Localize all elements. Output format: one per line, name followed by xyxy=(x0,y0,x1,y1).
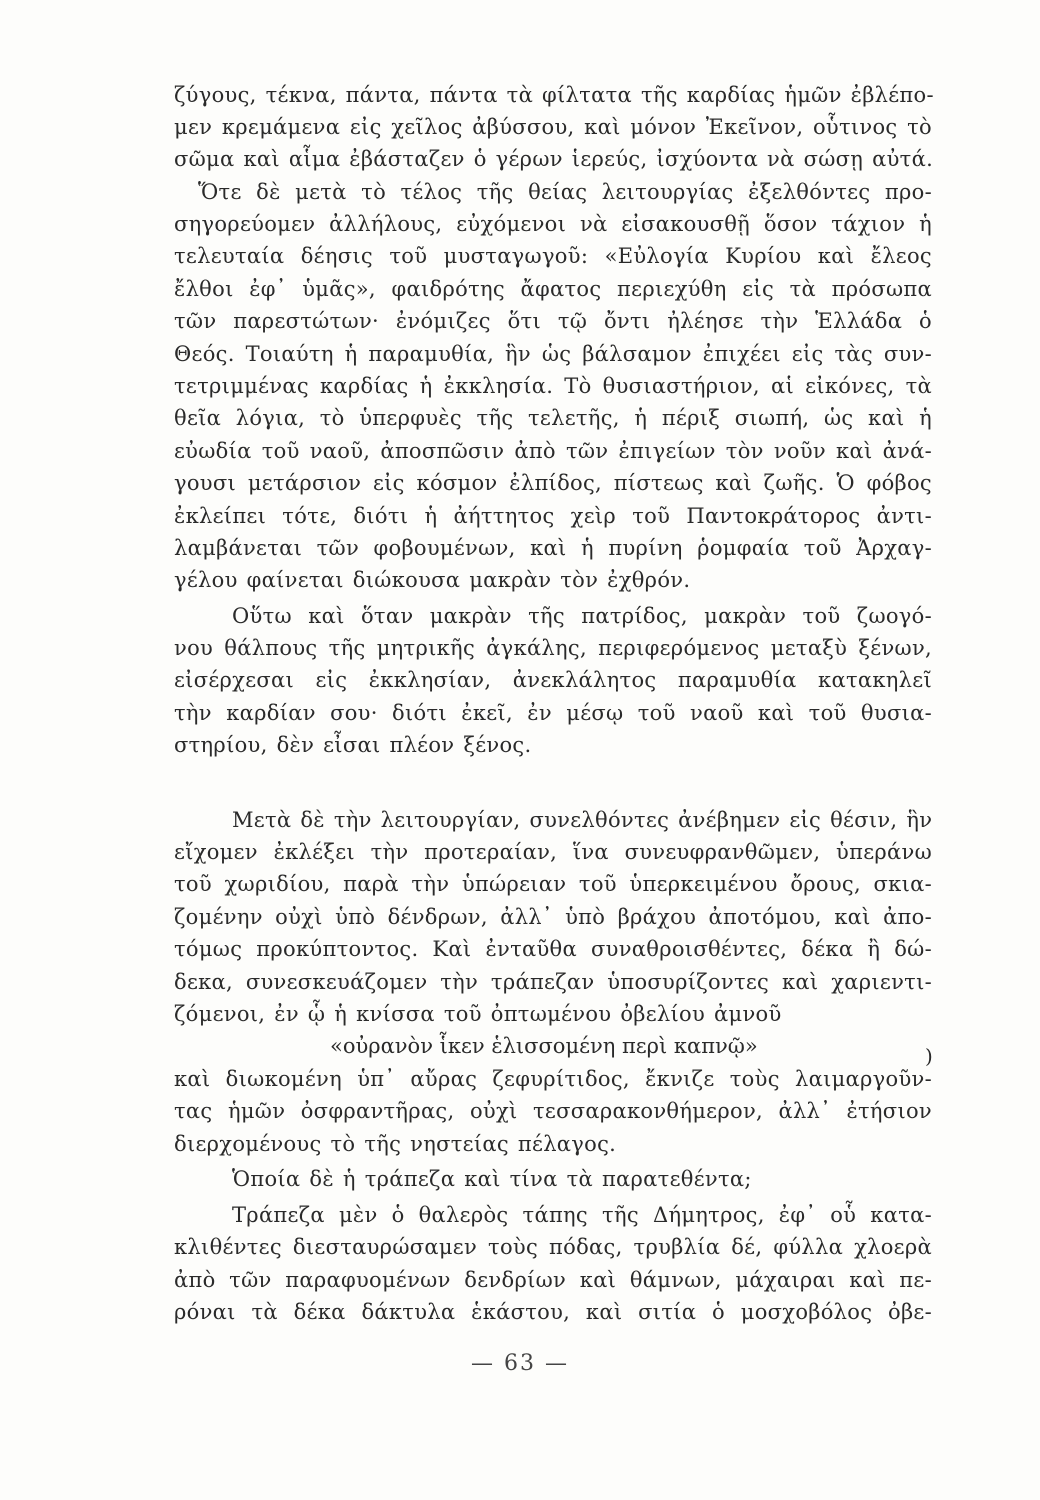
text-line: μεν κρεμάμενα εἰς χεῖλος ἀβύσσου, καὶ μόνον Ἐκεῖνον, οὗτινος τὸ xyxy=(174,115,932,139)
text-line: ζόμενοι, ἐν ᾧ ἡ κνίσσα τοῦ ὀπτωμένου ὀβελίου ἀμνοῦ xyxy=(174,1002,782,1026)
text-line: εἰσέρχεσαι εἰς ἐκκλησίαν, ἀνεκλάλητος παραμυθία κατακηλεῖ xyxy=(174,668,932,692)
text-line: Οὕτω καὶ ὅταν μακρὰν τῆς πατρίδος, μακρὰν τοῦ ζωογό- xyxy=(232,604,932,628)
text-line: δεκα, συνεσκευάζομεν τὴν τράπεζαν ὑποσυρίζοντες καὶ χαριεντι- xyxy=(174,970,932,994)
text-line: τετριμμένας καρδίας ἡ ἐκκλησία. Τὸ θυσιαστήριον, αἱ εἰκόνες, τὰ xyxy=(174,374,932,398)
text-line: διερχομένους τὸ τῆς νηστείας πέλαγος. xyxy=(174,1132,617,1156)
text-line: ζομένην οὐχὶ ὑπὸ δένδρων, ἀλλ᾽ ὑπὸ βράχου ἀποτόμου, καὶ ἀπο- xyxy=(174,905,932,929)
text-line: εἴχομεν ἐκλέξει τὴν προτεραίαν, ἵνα συνευφρανθῶμεν, ὑπεράνω xyxy=(174,840,932,864)
text-line: ζύγους, τέκνα, πάντα, πάντα τὰ φίλτατα τῆς καρδίας ἡμῶν ἐβλέπο- xyxy=(174,83,934,107)
text-line: κλιθέντες διεσταυρώσαμεν τοὺς πόδας, τρυβλία δέ, φύλλα χλοερὰ xyxy=(174,1235,932,1259)
verse-quote: «οὐρανὸν ἷκεν ἑλισσομένη περὶ καπνῷ» xyxy=(330,1034,758,1058)
text-line: ἔλθοι ἐφ᾽ ὑμᾶς», φαιδρότης ἄφατος περιεχύθη εἰς τὰ πρόσωπα xyxy=(174,277,932,301)
text-line: Θεός. Τοιαύτη ἡ παραμυθία, ἣν ὡς βάλσαμον ἐπιχέει εἰς τὰς συν- xyxy=(174,342,932,366)
text-line: τῶν παρεστώτων· ἐνόμιζες ὅτι τῷ ὄντι ἠλέησε τὴν Ἑλλάδα ὁ xyxy=(174,309,932,333)
text-line: τελευταία δέησις τοῦ μυσταγωγοῦ: «Εὐλογία Κυρίου καὶ ἔλεος xyxy=(174,244,932,268)
text-line: ἐκλείπει τότε, διότι ἡ ἀήττητος χεὶρ τοῦ Παντοκράτορος ἀντι- xyxy=(174,504,932,528)
text-line: τοῦ χωριδίου, παρὰ τὴν ὑπώρειαν τοῦ ὑπερκειμένου ὄρους, σκια- xyxy=(174,872,932,896)
text-line: θεῖα λόγια, τὸ ὑπερφυὲς τῆς τελετῆς, ἡ πέριξ σιωπή, ὡς καὶ ἡ xyxy=(174,406,932,430)
text-line: Μετὰ δὲ τὴν λειτουργίαν, συνελθόντες ἀνέβημεν εἰς θέσιν, ἣν xyxy=(232,808,933,832)
text-line: εὐωδία τοῦ ναοῦ, ἀποσπῶσιν ἀπὸ τῶν ἐπιγείων τὸν νοῦν καὶ ἀνά- xyxy=(174,439,932,463)
text-line: τὴν καρδίαν σου· διότι ἐκεῖ, ἐν μέσῳ τοῦ ναοῦ καὶ τοῦ θυσια- xyxy=(174,701,932,725)
text-line: τόμως προκύπτοντος. Καὶ ἐνταῦθα συναθροισθέντες, δέκα ἢ δώ- xyxy=(174,937,932,961)
text-line: Τράπεζα μὲν ὁ θαλερὸς τάπης τῆς Δήμητρος, ἐφ᾽ οὗ κατα- xyxy=(232,1203,932,1227)
text-line: γουσι μετάρσιον εἰς κόσμον ἐλπίδος, πίστεως καὶ ζωῆς. Ὁ φόβος xyxy=(174,471,932,495)
text-line: Ὅτε δὲ μετὰ τὸ τέλος τῆς θείας λειτουργίας ἐξελθόντες προ- xyxy=(198,180,932,204)
text-line: καὶ διωκομένη ὑπ᾽ αὔρας ζεφυρίτιδος, ἔκνιζε τοὺς λαιμαργοῦν- xyxy=(174,1067,932,1091)
text-line: νου θάλπους τῆς μητρικῆς ἀγκάλης, περιφερόμενος μεταξὺ ξένων, xyxy=(174,636,932,660)
text-line: σηγορεύομεν ἀλλήλους, εὐχόμενοι νὰ εἰσακουσθῇ ὅσον τάχιον ἡ xyxy=(174,212,932,236)
page-number: — 63 — xyxy=(471,1351,569,1376)
text-line: ρόναι τὰ δέκα δάκτυλα ἑκάστου, καὶ σιτία ὁ μοσχοβόλος ὀβε- xyxy=(174,1300,932,1324)
verse-mark: ) xyxy=(925,1044,933,1068)
text-line: ἀπὸ τῶν παραφυομένων δενδρίων καὶ θάμνων, μάχαιραι καὶ πε- xyxy=(174,1268,932,1292)
text-line: γέλου φαίνεται διώκουσα μακρὰν τὸν ἐχθρόν. xyxy=(174,568,691,592)
text-line: λαμβάνεται τῶν φοβουμένων, καὶ ἡ πυρίνη ῥομφαία τοῦ Ἀρχαγ- xyxy=(174,536,932,560)
text-line: τας ἡμῶν ὀσφραντῆρας, οὐχὶ τεσσαρακονθήμερον, ἀλλ᾽ ἐτήσιον xyxy=(174,1099,932,1123)
question-line: Ὁποία δὲ ἡ τράπεζα καὶ τίνα τὰ παρατεθέντα; xyxy=(232,1167,752,1191)
text-line: σῶμα καὶ αἷμα ἐβάσταζεν ὁ γέρων ἱερεύς, ἰσχύοντα νὰ σώσῃ αὐτά. xyxy=(174,147,934,171)
text-line: στηρίου, δὲν εἶσαι πλέον ξένος. xyxy=(174,733,532,757)
